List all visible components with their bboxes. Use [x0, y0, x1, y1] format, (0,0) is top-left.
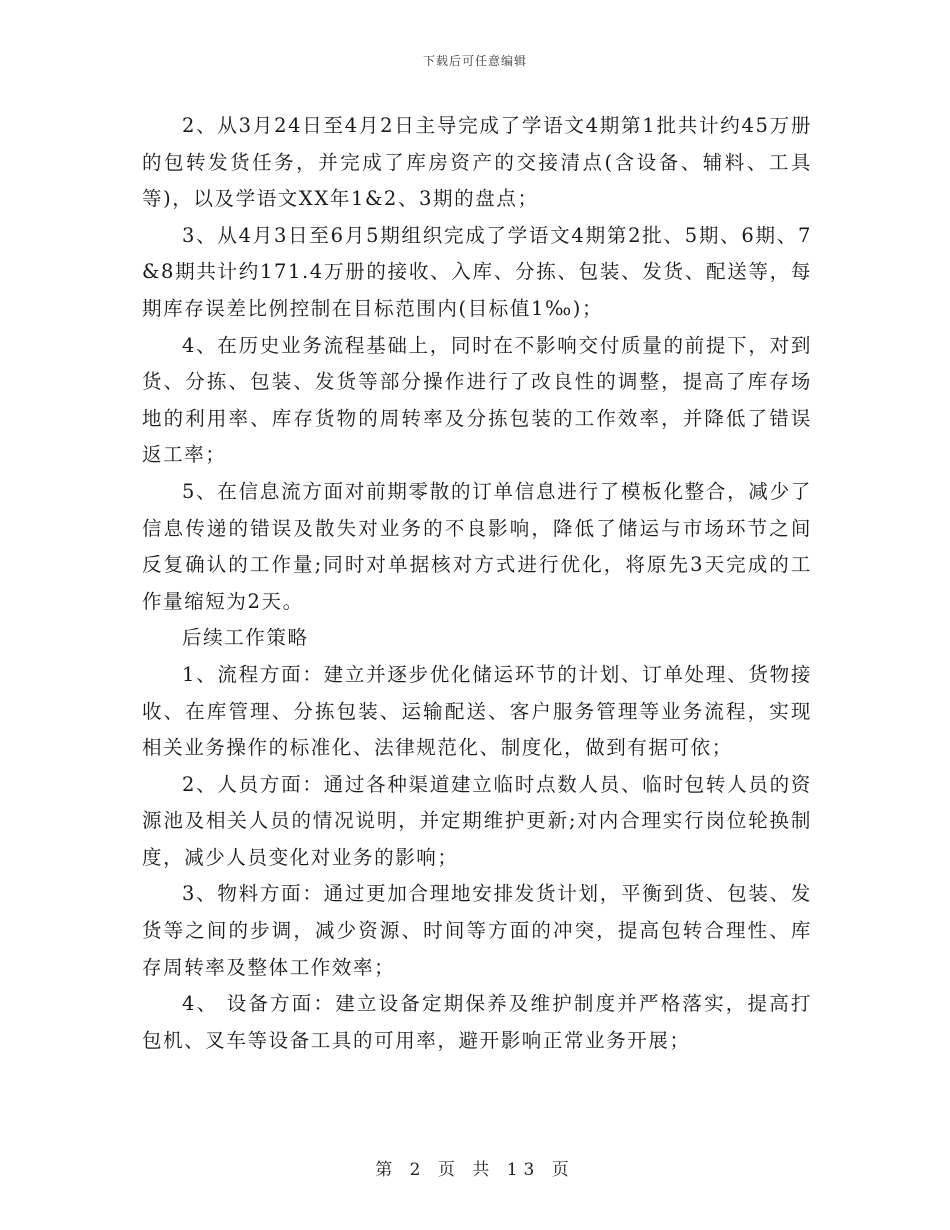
strategy-item-process: 1、流程方面：建立并逐步优化储运环节的计划、订单处理、货物接收、在库管理、分拣包装、运输配送、客户服务管理等业务流程，实现相关业务操作的标准化、法律规范化、制度化，做到有据可依；	[142, 662, 812, 760]
paragraph-item-2: 2、从3月24日至4月2日主导完成了学语文4期第1批共计约45万册的包转发货任务，并完成了库房资产的交接清点(含设备、辅料、工具等)，以及学语文XX年1&2、3期的盘点；	[142, 114, 812, 211]
section-heading: 后续工作策略	[182, 626, 309, 650]
document-body	[142, 108, 812, 1059]
page-header: 下载后可任意编辑	[422, 54, 527, 68]
paragraph-item-3: 3、从4月3日至6月5期组织完成了学语文4期第2批、5期、6期、7&8期共计约171.4万册的接收、入库、分拣、包装、发货、配送等，每期库存误差比例控制在目标范围内(目标值1‰)；	[142, 223, 812, 320]
strategy-item-personnel: 2、人员方面：通过各种渠道建立临时点数人员、临时包转人员的资源池及相关人员的情况说明，并定期维护更新;对内合理实行岗位轮换制度，减少人员变化对业务的影响；	[142, 772, 812, 869]
strategy-item-materials: 3、物料方面：通过更加合理地安排发货计划，平衡到货、包装、发货等之间的步调，减少资源、时间等方面的冲突，提高包转合理性、库存周转率及整体工作效率；	[142, 882, 812, 979]
strategy-item-equipment: 4、 设备方面：建立设备定期保养及维护制度并严格落实，提高打包机、叉车等设备工具的可用率，避开影响正常业务开展；	[142, 992, 812, 1052]
paragraph-item-4: 4、在历史业务流程基础上，同时在不影响交付质量的前提下，对到货、分拣、包装、发货等部分操作进行了改良性的调整，提高了库存场地的利用率、库存货物的周转率及分拣包装的工作效率，并降低了错误返工率；	[142, 333, 812, 467]
paragraph-item-5: 5、在信息流方面对前期零散的订单信息进行了模板化整合，减少了信息传递的错误及散失对业务的不良影响，降低了储运与市场环节之间反复确认的工作量;同时对单据核对方式进行优化，将原先3天完成的工作量缩短为2天。	[142, 479, 812, 613]
page-number-footer: 第 2 页 共 13 页	[375, 1160, 575, 1180]
